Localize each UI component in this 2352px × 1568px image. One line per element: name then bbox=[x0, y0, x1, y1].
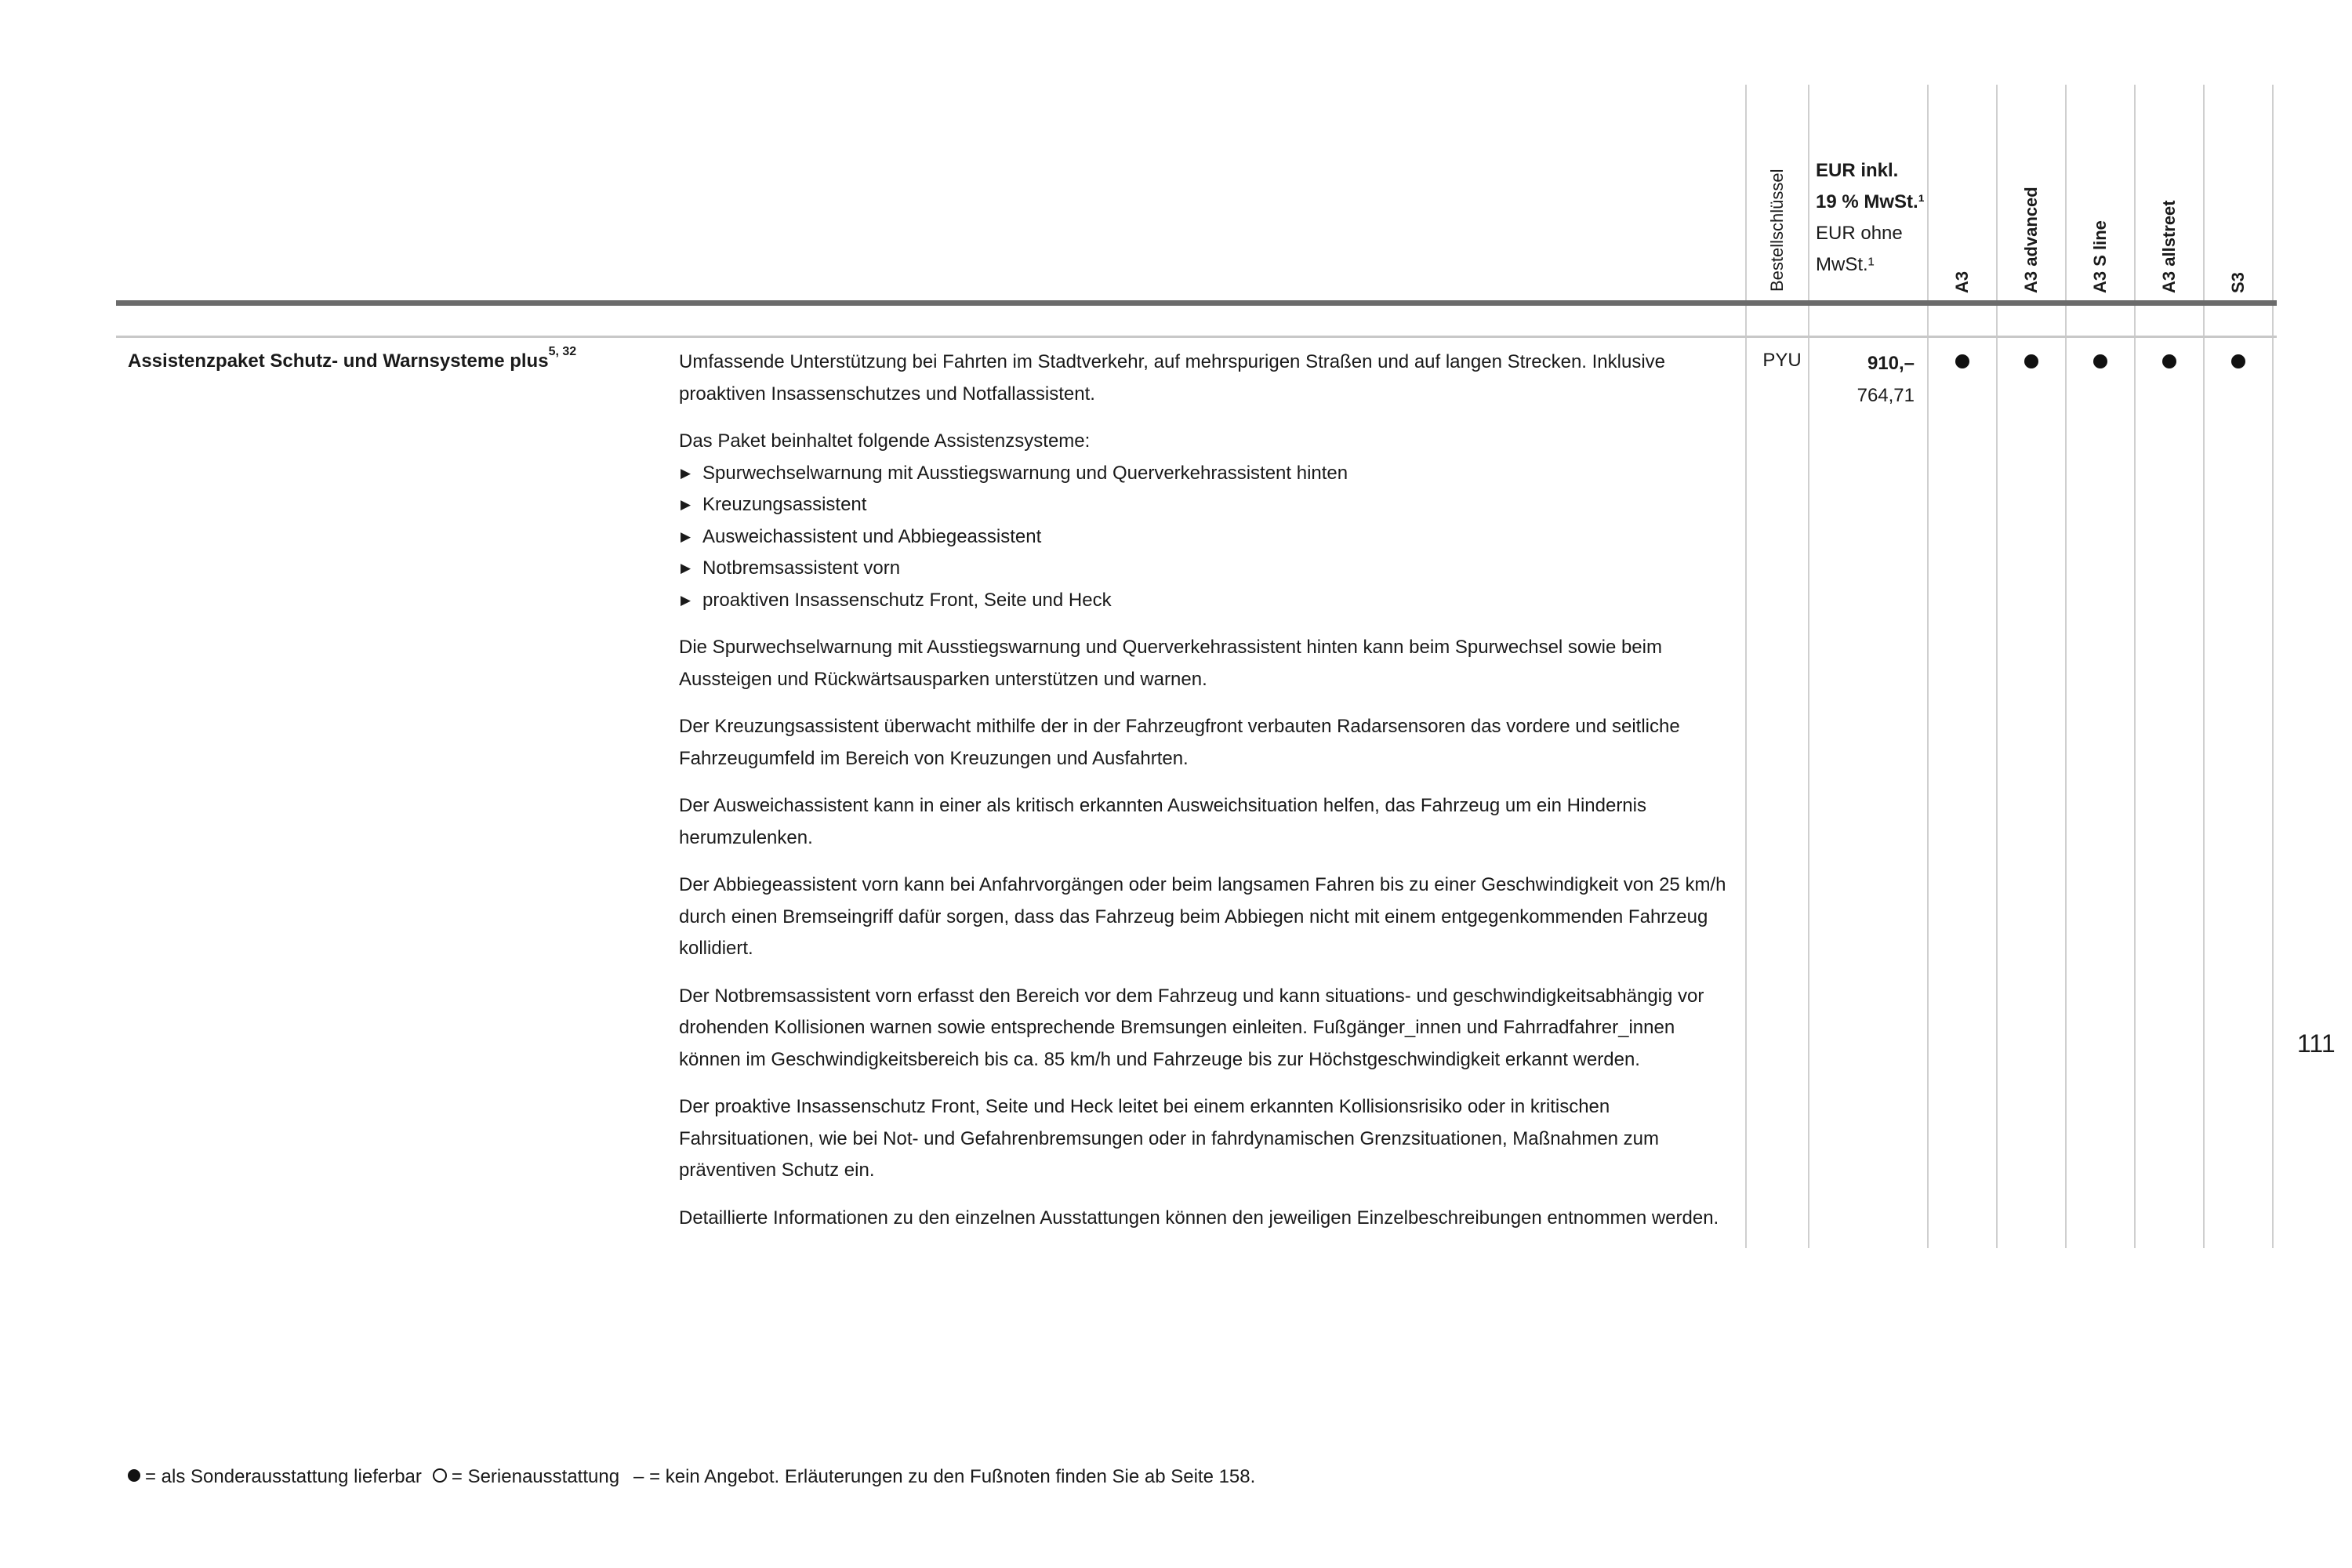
description-paragraph: Der Abbiegeassistent vorn kann bei Anfahrvorgängen oder beim langsamen Fahren bis zu einer Geschwindigkeit von 25 km/h durch einen Bremseingriff dafür sorgen, dass das Fahrzeug beim Abbiegen nicht mit einem entgegenkommenden Fahrzeug kollidiert. bbox=[679, 874, 1726, 959]
open-circle-icon bbox=[433, 1468, 447, 1483]
header-model-a3-allstreet: A3 allstreet bbox=[2159, 200, 2179, 293]
bullet-triangle-icon: ▶ bbox=[681, 528, 691, 544]
header-model-a3: A3 bbox=[1952, 270, 1972, 293]
item-price bbox=[1817, 348, 1915, 412]
column-divider bbox=[2203, 85, 2205, 1248]
column-divider bbox=[2134, 85, 2136, 1248]
list-item bbox=[679, 585, 1737, 617]
legend-standard: = Serienausstattung bbox=[451, 1466, 620, 1487]
description-paragraph: Der Notbremsassistent vorn erfasst den Bereich vor dem Fahrzeug und kann situations- und geschwindigkeitsabhängig vor drohenden Kollisionen warnen sowie entsprechende Bremsungen einleiten. Fußgänger_innen und Fahrradfahrer_innen können im Geschwindigkeitsbereich bis ca. 85 km/h und Fahrzeuge bis zur Höchstgeschwindigkeit erkannt werden. bbox=[679, 985, 1704, 1070]
column-divider bbox=[1927, 85, 1929, 1248]
legend bbox=[128, 1466, 1255, 1488]
header-rule-thin bbox=[116, 336, 2277, 338]
header-bestellschluessel: Bestellschlüssel bbox=[1767, 169, 1787, 292]
header-price-line1: EUR inkl. bbox=[1816, 160, 1899, 181]
order-code: PYU bbox=[1762, 350, 1802, 371]
list-item bbox=[679, 553, 1737, 585]
description-paragraph: Die Spurwechselwarnung mit Ausstiegswarnung und Querverkehrassistent hinten kann beim Spurwechsel sowie beim Aussteigen und Rückwärtsausparken unterstützen und warnen. bbox=[679, 637, 1662, 690]
list-item-text: proaktiven Insassenschutz Front, Seite und Heck bbox=[702, 589, 1112, 611]
bullet-triangle-icon: ▶ bbox=[681, 592, 691, 608]
item-description bbox=[679, 347, 1737, 1250]
header-price bbox=[1816, 155, 1925, 281]
column-divider bbox=[2272, 85, 2274, 1248]
list-item bbox=[679, 458, 1737, 490]
header-price-line4: MwSt.¹ bbox=[1816, 254, 1875, 275]
header-price-line2: 19 % MwSt.¹ bbox=[1816, 191, 1925, 212]
list-item-text: Spurwechselwarnung mit Ausstiegswarnung und Querverkehrassistent hinten bbox=[702, 462, 1348, 484]
price-incl-vat: 910,– bbox=[1867, 353, 1915, 374]
availability-dot-icon bbox=[1955, 354, 1969, 368]
page-number: 111 bbox=[2297, 1029, 2336, 1058]
legend-optional: = als Sonderausstattung lieferbar bbox=[145, 1466, 422, 1487]
item-name-text: Assistenzpaket Schutz- und Warnsysteme plus bbox=[128, 350, 549, 372]
list-item-text: Kreuzungsassistent bbox=[702, 494, 867, 515]
description-intro: Umfassende Unterstützung bei Fahrten im Stadtverkehr, auf mehrspurigen Straßen und auf langen Strecken. Inklusive proaktiven Insassenschutzes und Notfallassistent. bbox=[679, 351, 1666, 405]
header-model-a3-s-line: A3 S line bbox=[2090, 220, 2110, 293]
item-name bbox=[128, 345, 577, 372]
availability-dot-icon bbox=[2231, 354, 2245, 368]
availability-dot-icon bbox=[2162, 354, 2176, 368]
description-paragraph: Der Kreuzungsassistent überwacht mithilfe der in der Fahrzeugfront verbauten Radarsensoren das vordere und seitliche Fahrzeugumfeld im Bereich von Kreuzungen und Ausfahrten. bbox=[679, 716, 1680, 769]
item-footnote: 5, 32 bbox=[548, 345, 577, 358]
list-item-text: Notbremsassistent vorn bbox=[702, 557, 901, 579]
column-divider bbox=[2065, 85, 2067, 1248]
column-divider bbox=[1808, 85, 1809, 1248]
list-item bbox=[679, 521, 1737, 554]
bullet-triangle-icon: ▶ bbox=[681, 561, 691, 575]
header-rule bbox=[116, 300, 2277, 306]
legend-none: – = kein Angebot. Erläuterungen zu den Fußnoten finden Sie ab Seite 158. bbox=[633, 1466, 1256, 1487]
availability-dot-icon bbox=[2093, 354, 2107, 368]
bullet-triangle-icon: ▶ bbox=[681, 465, 691, 481]
availability-dot-icon bbox=[2024, 354, 2038, 368]
column-divider bbox=[1996, 85, 1998, 1248]
column-divider bbox=[1745, 85, 1747, 1248]
price-excl-vat: 764,71 bbox=[1857, 384, 1915, 406]
description-paragraph: Der Ausweichassistent kann in einer als kritisch erkannten Ausweichsituation helfen, das Fahrzeug um ein Hindernis herumzulenken. bbox=[679, 795, 1646, 848]
list-item bbox=[679, 489, 1737, 521]
header-price-line3: EUR ohne bbox=[1816, 223, 1903, 244]
header-model-a3-advanced: A3 advanced bbox=[2021, 187, 2041, 293]
description-package-intro: Das Paket beinhaltet folgende Assistenzsysteme: bbox=[679, 430, 1091, 452]
description-paragraph: Detaillierte Informationen zu den einzelnen Ausstattungen können den jeweiligen Einzelbeschreibungen entnommen werden. bbox=[679, 1207, 1719, 1229]
assistant-list bbox=[679, 458, 1737, 617]
header-model-s3: S3 bbox=[2228, 272, 2248, 293]
description-paragraph: Der proaktive Insassenschutz Front, Seite und Heck leitet bei einem erkannten Kollisionsrisiko oder in kritischen Fahrsituationen, wie bei Not- und Gefahrenbremsungen oder in fahrdynamischen Grenzsituationen, Maßnahmen zum präventiven Schutz ein. bbox=[679, 1096, 1660, 1181]
list-item-text: Ausweichassistent und Abbiegeassistent bbox=[702, 525, 1042, 547]
filled-dot-icon bbox=[128, 1469, 140, 1482]
bullet-triangle-icon: ▶ bbox=[681, 497, 691, 512]
